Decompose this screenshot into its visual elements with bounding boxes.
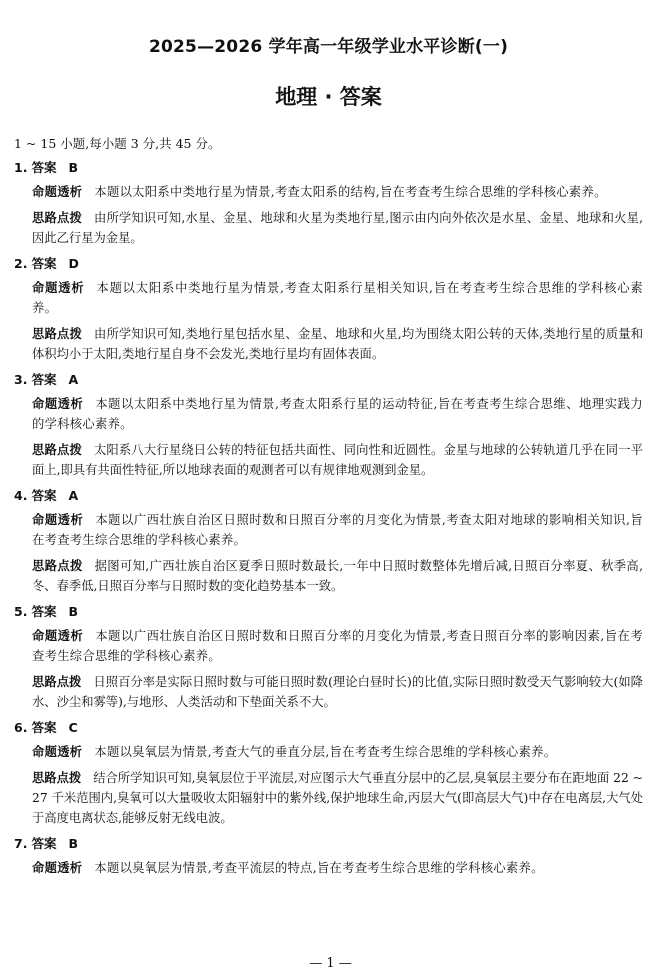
hint-label: 思路点拨 — [32, 675, 82, 689]
subject-title: 地理 · 答案 — [275, 85, 382, 109]
answer-label: 答案 — [31, 604, 57, 619]
answer-line — [14, 602, 643, 622]
hint-label: 思路点拨 — [32, 443, 82, 457]
analysis-text: 本题以臭氧层为情景,考查大气的垂直分层,旨在考查考生综合思维的学科核心素养。 — [94, 745, 557, 759]
hint-text: 结合所学知识可知,臭氧层位于平流层,对应图示大气垂直分层中的乙层,臭氧层主要分布在距地面 22 ~ 27 千米范围内,臭氧可以大量吸收太阳辐射中的紫外线,保护地球生命,丙层大气(即高层大气)中存在电离层,大气处于高度电离状态,能够反射无线电波。 — [32, 771, 643, 825]
hint-text: 由所学知识可知,水星、金星、地球和火星为类地行星,图示由内向外依次是水星、金星、地球和火星,因此乙行星为金星。 — [32, 211, 643, 245]
answer-item — [14, 718, 643, 828]
hint-paragraph — [14, 672, 643, 712]
answer-label: 答案 — [31, 372, 57, 387]
analysis-label: 命题透析 — [32, 513, 84, 527]
hint-text: 据图可知,广西壮族自治区夏季日照时数最长,一年中日照时数整体先增后减,日照百分率夏、秋季高,冬、春季低,日照百分率与日照时数的变化趋势基本一致。 — [32, 559, 643, 593]
hint-label: 思路点拨 — [32, 559, 83, 573]
analysis-text: 本题以太阳系中类地行星为情景,考查太阳系的结构,旨在考查考生综合思维的学科核心素养。 — [94, 185, 607, 199]
answer-label: 答案 — [31, 836, 57, 851]
answer-line — [14, 718, 643, 738]
answer-label: 答案 — [31, 720, 57, 735]
answer-item — [14, 254, 643, 364]
analysis-text: 本题以广西壮族自治区日照时数和日照百分率的月变化为情景,考查日照百分率的影响因素,旨在考查考生综合思维的学科核心素养。 — [32, 629, 643, 663]
answer-item — [14, 158, 643, 248]
hint-text: 日照百分率是实际日照时数与可能日照时数(理论白昼时长)的比值,实际日照时数受天气影响较大(如降水、沙尘和雾等),与地形、人类活动和下垫面关系不大。 — [32, 675, 643, 709]
question-number: 2. — [14, 256, 28, 271]
analysis-text: 本题以臭氧层为情景,考查平流层的特点,旨在考查考生综合思维的学科核心素养。 — [94, 861, 544, 875]
analysis-label: 命题透析 — [32, 281, 85, 295]
question-number: 7. — [14, 836, 28, 851]
analysis-paragraph — [14, 394, 643, 434]
answer-item — [14, 834, 643, 878]
hint-label: 思路点拨 — [32, 327, 82, 341]
exam-title: 2025—2026 学年高一年级学业水平诊断(一) — [148, 37, 509, 57]
answer-value: A — [68, 488, 79, 503]
hint-text: 太阳系八大行星绕日公转的特征包括共面性、同向性和近圆性。金星与地球的公转轨道几乎在同一平面上,即具有共面性特征,所以地球表面的观测者可以有规律地观测到金星。 — [32, 443, 643, 477]
analysis-label: 命题透析 — [32, 861, 83, 875]
analysis-paragraph — [14, 858, 643, 878]
analysis-paragraph — [14, 742, 643, 762]
answer-list — [14, 158, 643, 878]
hint-paragraph — [14, 440, 643, 480]
page-number: — 1 — — [309, 956, 352, 971]
hint-paragraph — [14, 324, 643, 364]
analysis-paragraph — [14, 278, 643, 318]
hint-paragraph — [14, 208, 643, 248]
answer-label: 答案 — [31, 160, 57, 175]
answer-value: B — [68, 604, 78, 619]
analysis-paragraph — [14, 626, 643, 666]
analysis-label: 命题透析 — [32, 629, 84, 643]
analysis-text: 本题以广西壮族自治区日照时数和日照百分率的月变化为情景,考查太阳对地球的影响相关知识,旨在考查考生综合思维的学科核心素养。 — [32, 513, 643, 547]
answer-value: A — [68, 372, 79, 387]
answer-label: 答案 — [31, 256, 57, 271]
analysis-text: 本题以太阳系中类地行星为情景,考查太阳系行星的运动特征,旨在考查考生综合思维、地理实践力的学科核心素养。 — [32, 397, 643, 431]
answer-line — [14, 834, 643, 854]
answer-item — [14, 370, 643, 480]
answer-item — [14, 486, 643, 596]
hint-paragraph — [14, 768, 643, 828]
hint-paragraph — [14, 556, 643, 596]
answer-line — [14, 486, 643, 506]
analysis-label: 命题透析 — [32, 397, 84, 411]
question-number: 4. — [14, 488, 28, 503]
hint-text: 由所学知识可知,类地行星包括水星、金星、地球和火星,均为围绕太阳公转的天体,类地行星的质量和体积均小于太阳,类地行星自身不会发光,类地行星均有固体表面。 — [32, 327, 643, 361]
question-number: 6. — [14, 720, 28, 735]
analysis-label: 命题透析 — [32, 185, 83, 199]
answer-value: B — [68, 160, 78, 175]
analysis-paragraph — [14, 510, 643, 550]
answer-value: C — [68, 720, 78, 735]
answer-line — [14, 254, 643, 274]
hint-label: 思路点拨 — [32, 211, 82, 225]
question-number: 5. — [14, 604, 28, 619]
answer-value: D — [68, 256, 79, 271]
answer-label: 答案 — [31, 488, 57, 503]
answer-value: B — [68, 836, 78, 851]
answer-line — [14, 158, 643, 178]
question-number: 3. — [14, 372, 28, 387]
hint-label: 思路点拨 — [32, 771, 82, 785]
analysis-text: 本题以太阳系中类地行星为情景,考查太阳系行星相关知识,旨在考查考生综合思维的学科核心素养。 — [32, 281, 643, 315]
question-number: 1. — [14, 160, 28, 175]
answer-line — [14, 370, 643, 390]
analysis-label: 命题透析 — [32, 745, 83, 759]
scoring-intro: 1 ~ 15 小题,每小题 3 分,共 45 分。 — [14, 136, 221, 151]
analysis-paragraph — [14, 182, 643, 202]
answer-item — [14, 602, 643, 712]
